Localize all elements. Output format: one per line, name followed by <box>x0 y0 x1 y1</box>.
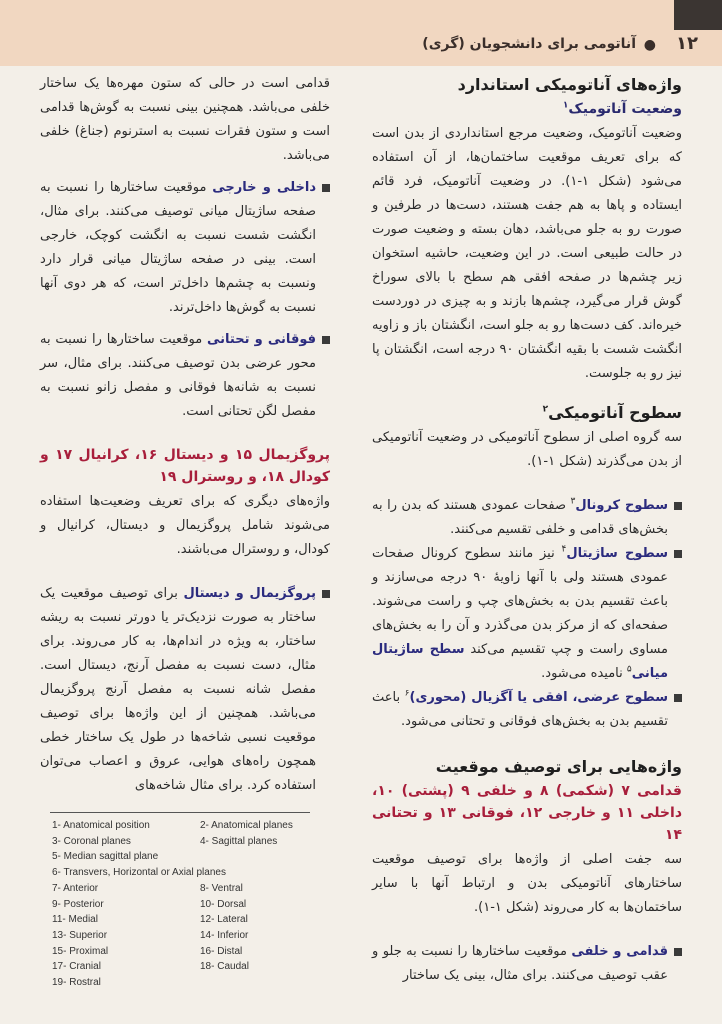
footnotes <box>52 818 332 991</box>
footnote: 13- Superior <box>52 929 108 941</box>
header-corner-tab <box>674 0 722 30</box>
footnote: 11- Medial <box>52 914 98 926</box>
section-title-anatomical-planes: سطوح آناتومیکی$^۲$ <box>542 403 682 422</box>
footnote: 3- Coronal planes <box>52 835 131 847</box>
subsection-title-anatomical-position: وضعیت آناتومیک$^۱$ <box>562 100 682 117</box>
page-number: ۱۲ <box>676 33 698 54</box>
list-item-transverse: سطوح عرضی، افقی یا آگزیال (محوری)$^۶$ باعث تقسیم بدن به بخش‌های فوقانی و تحتانی می‌شود. <box>372 686 682 734</box>
footnote: 4- Sagittal planes <box>200 835 278 847</box>
list-item-medial-lateral: داخلی و خارجی موقعیت ساختارها را نسبت به صفحه ساژیتال میانی توصیف می‌کنند. برای مثال، انگشت شست نسبت به انگشت کوچک، خارجی است. بینی در صفحه ساژیتال میانی قرار دارد ونسبت به چشم‌ها داخل‌تر است، که هر دوی آنها نسبت به گوش‌ها داخل‌ترند. <box>40 176 330 320</box>
header-title: آناتومی برای دانشجویان (گری) <box>422 36 636 52</box>
paragraph-position-intro: سه جفت اصلی از واژه‌ها برای توصیف موقعیت ساختارهای آناتومیکی بدن و ارتباط آنها با سایر ساختمان‌ها به کار می‌روند (شکل ۱-۱). <box>372 852 682 915</box>
paragraph-planes-intro: سه گروه اصلی از سطوح آناتومیکی در وضعیت آناتومیکی از بدن می‌گذرند (شکل ۱-۱). <box>372 430 682 469</box>
right-column <box>372 72 682 988</box>
footnote: 8- Ventral <box>200 882 243 894</box>
section-title-standard-terms: واژه‌های آناتومیکی استاندارد <box>457 75 682 94</box>
list-item-coronal: سطوح کرونال$^۳$ صفحات عمودی هستند که بدن را به بخش‌های قدامی و خلفی تقسیم می‌کنند. <box>372 494 682 542</box>
footnote: 18- Caudal <box>200 961 249 973</box>
left-column <box>40 72 330 798</box>
footnote: 16- Distal <box>200 945 243 957</box>
running-header <box>0 0 722 66</box>
paragraph-continued: قدامی است در حالی که ستون مهره‌ها یک ساختار خلفی می‌باشد. همچنین بینی نسبت به گوش‌ها قدامی است و ستون فقرات نسبت به استرنوم (جناغ) خلفی می‌باشد. <box>40 76 330 163</box>
footnote: 17- Cranial <box>52 961 101 973</box>
list-item-anterior-posterior: قدامی و خلفی موقعیت ساختارها را نسبت به جلو و عقب توصیف می‌کنند. برای مثال، بینی یک ساختار <box>372 940 682 988</box>
subsection-title-position-pairs: قدامی ۷ (شکمی) ۸ و خلفی ۹ (پشتی) ۱۰، داخلی ۱۱ و خارجی ۱۲، فوقانی ۱۳ و تحتانی ۱۴ <box>372 783 683 843</box>
footnote-divider <box>50 812 310 813</box>
footnote: 2- Anatomical planes <box>200 820 293 831</box>
footnote: 19- Rostral <box>52 977 101 989</box>
paragraph-anatomical-position: وضعیت آناتومیک، وضعیت مرجع استانداردی از بدن است که برای تعریف موقعیت ساختمان‌ها، از آن استفاده می‌شود (شکل ۱-۱). در وضعیت آناتومیک، فرد قائم ایستاده و پاها به هم جفت هستند، دست‌ها در طرفین و صورت رو به جلو می‌باشد، دهان بسته و وضعیت صورت در حالت طبیعی است. در این وضعیت، حاشیه استخوان زیر چشم‌ها در صفحه افقی هم سطح با بالای سوراخ گوش قرار می‌گیرد، چشم‌ها بازند و به چیزی در دوردست خیره‌اند. کف دست‌ها رو به جلو است، انگشتان باز و زاویه انگشت شست با بقیه انگشتان ۹۰ درجه است، انگشتان پا نیز رو به جلوست. <box>372 126 682 381</box>
list-item-superior-inferior: فوقانی و تحتانی موقعیت ساختارها را نسبت به محور عرضی بدن توصیف می‌کنند. برای مثال، سر نسبت به شانه‌ها فوقانی و مفصل زانو نسبت به مفصل لگن تحتانی است. <box>40 328 330 424</box>
footnote: 10- Dorsal <box>200 898 247 910</box>
footnote: 6- Transvers, Horizontal or Axial planes <box>52 867 226 879</box>
footnote: 14- Inferior <box>200 929 249 941</box>
list-item-proximal-distal: پروگزیمال و دیستال برای توصیف موقعیت یک ساختار به صورت نزدیک‌تر یا دورتر نسبت به ریشه ساختار، به ویژه در اندام‌ها، به کار می‌روند. برای مثال، دست نسبت به مفصل آرنج، دیستال است. مفصل شانه نسبت به مفصل آرنج پروگزیمال می‌باشد. همچنین از این واژه‌ها برای توصیف موقعیت نسبی شاخه‌ها در طول یک ساختار خطی همچون راه‌های هوایی، عروق و اعصاب می‌توان استفاده کرد. برای مثال شاخه‌های <box>40 582 330 798</box>
subsection-title-proximal-distal: پروگزیمال ۱۵ و دیستال ۱۶، کرانیال ۱۷ و کودال ۱۸، و روسترال ۱۹ <box>40 447 331 485</box>
header-bullet-icon: ● <box>643 37 656 53</box>
footnote: 15- Proximal <box>52 945 109 957</box>
footnote: 9- Posterior <box>52 898 104 910</box>
footnote: 12- Lateral <box>200 914 248 926</box>
footnote: 5- Median sagittal plane <box>52 851 159 863</box>
footnote: 7- Anterior <box>52 882 99 894</box>
footnote: 1- Anatomical position <box>52 820 150 831</box>
list-item-sagittal: سطوح ساژیتال$^۴$ نیز مانند سطوح کرونال صفحات عمودی هستند ولی با آنها زاویهٔ ۹۰ درجه می‌سازند و باعث تقسیم بدن به بخش‌های چپ و راست می‌شوند. صفحه‌ای که از مرکز بدن می‌گذرد و آن را به بخش‌های مساوی راست و چپ تقسیم می‌کند سطح ساژیتال میانی$^۵$ نامیده می‌شود. <box>372 542 682 686</box>
section-title-position-terms: واژه‌هایی برای توصیف موقعیت <box>435 757 682 776</box>
paragraph-other-terms: واژه‌های دیگری که برای تعریف وضعیت‌ها استفاده می‌شوند شامل پروگزیمال و دیستال، کرانیال و کودال، و روسترال می‌باشند. <box>40 494 330 557</box>
